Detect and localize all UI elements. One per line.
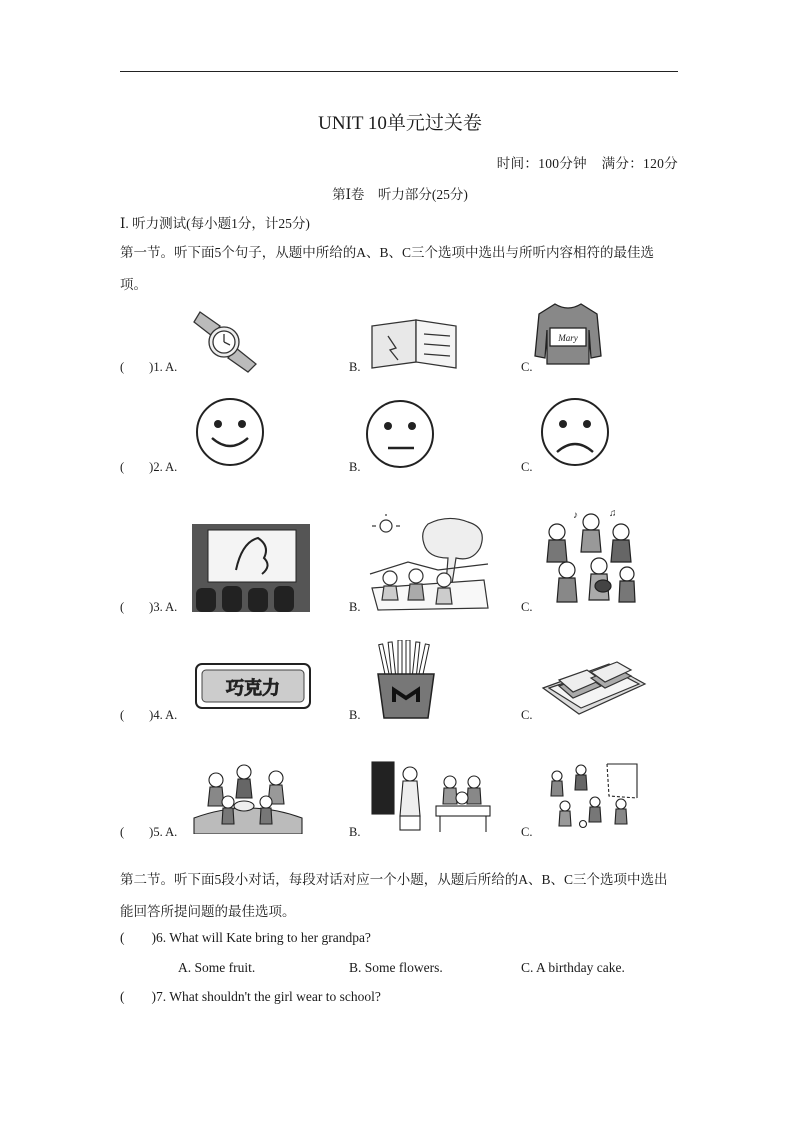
question-4-label: ( )4. A. bbox=[120, 708, 178, 722]
sweater-image[interactable] bbox=[533, 300, 603, 368]
party-music-image[interactable] bbox=[537, 508, 641, 608]
band-stage-image[interactable] bbox=[192, 762, 304, 834]
part2-instruction: 第二节。听下面5段小对话，每段对话对应一个小题，从题后所给的A、B、C三个选项中选出 bbox=[120, 872, 668, 887]
wallet-image[interactable] bbox=[368, 318, 460, 370]
question-1-label: ( )1. A. bbox=[120, 360, 178, 374]
question-3-label: ( )3. A. bbox=[120, 600, 178, 614]
question-6-stem: ( )6. What will Kate bring to her grandpa? bbox=[120, 930, 371, 945]
exam-meta: 时间：100分钟 满分：120分 bbox=[496, 156, 678, 171]
part1-instruction-cont: 项。 bbox=[120, 277, 147, 292]
movie-theater-image[interactable] bbox=[192, 524, 310, 612]
happy-face-image[interactable] bbox=[194, 396, 266, 468]
q5-option-b-label: B. bbox=[349, 825, 361, 839]
q6-option-b[interactable]: B. Some flowers. bbox=[349, 960, 443, 975]
page-title: UNIT 10单元过关卷 bbox=[318, 113, 482, 134]
q4-option-b-label: B. bbox=[349, 708, 361, 722]
q3-option-c-label: C. bbox=[521, 600, 533, 614]
q1-option-c-label: C. bbox=[521, 360, 533, 374]
part2-instruction-cont: 能回答所提问题的最佳选项。 bbox=[120, 904, 296, 919]
sad-face-image[interactable] bbox=[539, 396, 611, 468]
chocolate-text: 巧克力 bbox=[226, 678, 280, 699]
picnic-image[interactable] bbox=[368, 514, 490, 612]
section-heading: Ⅰ. 听力测试(每小题1分，计25分) bbox=[120, 216, 310, 231]
neutral-face-image[interactable] bbox=[364, 398, 436, 470]
svg-text:♪: ♪ bbox=[573, 510, 578, 521]
question-5-label: ( )5. A. bbox=[120, 825, 178, 839]
french-fries-image[interactable] bbox=[372, 640, 440, 720]
part1-instruction: 第一节。听下面5个句子，从题中所给的A、B、C三个选项中选出与所听内容相符的最佳选 bbox=[120, 245, 655, 260]
top-rule bbox=[120, 71, 678, 72]
soccer-game-image[interactable] bbox=[537, 758, 639, 832]
q4-option-c-label: C. bbox=[521, 708, 533, 722]
classroom-image[interactable] bbox=[370, 760, 494, 836]
watch-image[interactable] bbox=[192, 308, 260, 374]
svg-text:♫: ♫ bbox=[609, 508, 617, 519]
sweater-text: Mary bbox=[558, 333, 578, 343]
question-2-label: ( )2. A. bbox=[120, 460, 178, 474]
q1-option-b-label: B. bbox=[349, 360, 361, 374]
q6-option-c[interactable]: C. A birthday cake. bbox=[521, 960, 625, 975]
question-7-stem: ( )7. What shouldn't the girl wear to school? bbox=[120, 989, 381, 1004]
part-heading: 第Ⅰ卷 听力部分(25分) bbox=[332, 187, 468, 202]
q6-option-a[interactable]: A. Some fruit. bbox=[178, 960, 256, 975]
sandwich-plate-image[interactable] bbox=[539, 654, 649, 718]
q3-option-b-label: B. bbox=[349, 600, 361, 614]
chocolate-bar-image[interactable] bbox=[192, 658, 314, 714]
q2-option-c-label: C. bbox=[521, 460, 533, 474]
q5-option-c-label: C. bbox=[521, 825, 533, 839]
q2-option-b-label: B. bbox=[349, 460, 361, 474]
